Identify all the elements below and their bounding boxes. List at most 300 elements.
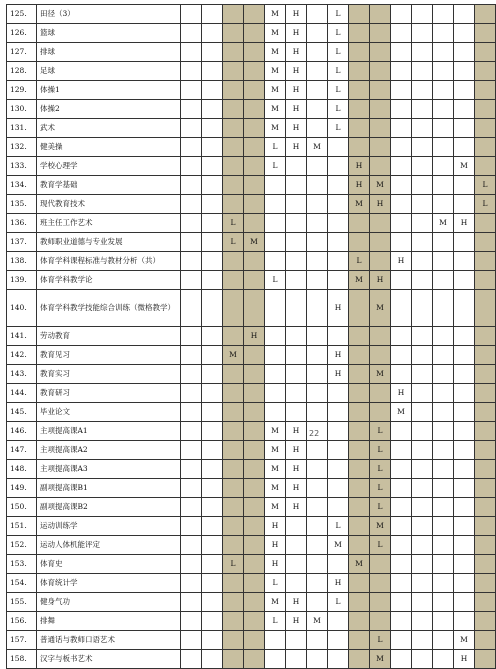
support-level-cell <box>244 593 265 612</box>
support-level-cell <box>307 517 328 536</box>
support-level-cell <box>412 441 433 460</box>
support-level-cell <box>265 214 286 233</box>
support-level-cell <box>349 498 370 517</box>
support-level-cell <box>265 346 286 365</box>
support-level-cell <box>433 574 454 593</box>
support-level-cell <box>181 290 202 327</box>
support-level-cell <box>454 479 475 498</box>
support-level-cell: L <box>265 138 286 157</box>
support-level-cell <box>475 24 496 43</box>
support-level-cell <box>223 574 244 593</box>
support-level-cell <box>223 517 244 536</box>
support-level-cell: M <box>265 498 286 517</box>
support-level-cell <box>286 631 307 650</box>
support-level-cell <box>433 441 454 460</box>
support-level-cell <box>307 593 328 612</box>
support-level-cell <box>202 479 223 498</box>
course-name: 健身气功 <box>37 593 181 612</box>
support-level-cell: M <box>265 5 286 24</box>
support-level-cell <box>202 100 223 119</box>
support-level-cell: M <box>244 233 265 252</box>
support-level-cell <box>454 327 475 346</box>
support-level-cell <box>307 441 328 460</box>
support-level-cell <box>454 346 475 365</box>
support-level-cell <box>202 612 223 631</box>
support-level-cell: M <box>265 81 286 100</box>
support-level-cell <box>244 176 265 195</box>
table-row <box>7 157 496 176</box>
support-level-cell <box>223 195 244 214</box>
support-level-cell <box>223 593 244 612</box>
support-level-cell <box>307 81 328 100</box>
support-level-cell <box>454 517 475 536</box>
support-level-cell: H <box>286 460 307 479</box>
support-level-cell <box>181 460 202 479</box>
support-level-cell <box>223 119 244 138</box>
support-level-cell <box>181 346 202 365</box>
support-level-cell <box>391 214 412 233</box>
support-level-cell <box>328 138 349 157</box>
support-level-cell <box>181 5 202 24</box>
support-level-cell <box>412 157 433 176</box>
support-level-cell <box>349 62 370 81</box>
support-level-cell <box>349 422 370 441</box>
support-level-cell <box>349 536 370 555</box>
support-level-cell <box>370 100 391 119</box>
support-level-cell <box>433 422 454 441</box>
table-row <box>7 327 496 346</box>
support-level-cell <box>412 517 433 536</box>
support-level-cell: H <box>391 252 412 271</box>
support-level-cell <box>475 574 496 593</box>
table-row <box>7 346 496 365</box>
support-level-cell <box>286 195 307 214</box>
support-level-cell <box>370 346 391 365</box>
support-level-cell <box>202 365 223 384</box>
support-level-cell <box>244 346 265 365</box>
row-number: 150. <box>7 498 37 517</box>
support-level-cell <box>475 5 496 24</box>
support-level-cell <box>475 138 496 157</box>
support-level-cell <box>412 612 433 631</box>
support-level-cell: L <box>265 157 286 176</box>
support-level-cell <box>202 138 223 157</box>
support-level-cell: H <box>349 176 370 195</box>
support-level-cell <box>202 498 223 517</box>
support-level-cell <box>454 290 475 327</box>
support-level-cell: M <box>349 271 370 290</box>
support-level-cell <box>202 195 223 214</box>
support-level-cell: L <box>328 43 349 62</box>
support-level-cell <box>181 612 202 631</box>
support-level-cell <box>223 422 244 441</box>
support-level-cell <box>202 327 223 346</box>
support-level-cell <box>223 498 244 517</box>
support-level-cell <box>412 24 433 43</box>
support-level-cell <box>244 384 265 403</box>
support-level-cell <box>391 176 412 195</box>
support-level-cell <box>349 346 370 365</box>
support-level-cell <box>454 460 475 479</box>
support-level-cell <box>286 271 307 290</box>
support-level-cell <box>181 81 202 100</box>
support-level-cell <box>181 176 202 195</box>
support-level-cell <box>223 5 244 24</box>
support-level-cell <box>223 479 244 498</box>
support-level-cell <box>412 384 433 403</box>
support-level-cell: L <box>328 62 349 81</box>
support-level-cell: M <box>223 346 244 365</box>
support-level-cell: M <box>454 157 475 176</box>
support-level-cell <box>391 650 412 669</box>
support-level-cell: H <box>391 384 412 403</box>
support-level-cell <box>202 422 223 441</box>
support-level-cell <box>349 214 370 233</box>
support-level-cell <box>391 195 412 214</box>
support-level-cell <box>433 536 454 555</box>
support-level-cell <box>433 593 454 612</box>
support-level-cell <box>181 593 202 612</box>
support-level-cell <box>181 138 202 157</box>
support-level-cell <box>391 365 412 384</box>
support-level-cell: H <box>286 62 307 81</box>
support-level-cell <box>412 574 433 593</box>
support-level-cell <box>391 24 412 43</box>
course-name: 田径（3） <box>37 5 181 24</box>
support-level-cell <box>391 157 412 176</box>
row-number: 138. <box>7 252 37 271</box>
support-level-cell: H <box>286 24 307 43</box>
support-level-cell <box>475 422 496 441</box>
support-level-cell <box>181 119 202 138</box>
support-level-cell: H <box>454 650 475 669</box>
table-row <box>7 555 496 574</box>
support-level-cell <box>412 252 433 271</box>
row-number: 154. <box>7 574 37 593</box>
support-level-cell <box>328 327 349 346</box>
support-level-cell <box>391 5 412 24</box>
support-level-cell <box>412 650 433 669</box>
support-level-cell <box>349 119 370 138</box>
support-level-cell: H <box>286 593 307 612</box>
support-level-cell <box>454 195 475 214</box>
support-level-cell <box>265 252 286 271</box>
support-level-cell <box>307 327 328 346</box>
support-level-cell <box>307 176 328 195</box>
row-number: 147. <box>7 441 37 460</box>
support-level-cell <box>307 290 328 327</box>
support-level-cell: H <box>286 138 307 157</box>
support-level-cell <box>370 62 391 81</box>
support-level-cell <box>223 384 244 403</box>
course-name: 足球 <box>37 62 181 81</box>
support-level-cell <box>202 214 223 233</box>
support-level-cell <box>454 422 475 441</box>
table-row <box>7 460 496 479</box>
support-level-cell: L <box>328 593 349 612</box>
support-level-cell <box>223 403 244 422</box>
support-level-cell <box>412 5 433 24</box>
support-level-cell: H <box>454 214 475 233</box>
support-level-cell <box>412 327 433 346</box>
support-level-cell <box>454 403 475 422</box>
row-number: 152. <box>7 536 37 555</box>
support-level-cell <box>181 384 202 403</box>
support-level-cell <box>412 195 433 214</box>
support-level-cell <box>475 631 496 650</box>
table-row <box>7 81 496 100</box>
support-level-cell <box>412 233 433 252</box>
support-level-cell <box>433 176 454 195</box>
support-level-cell <box>391 81 412 100</box>
support-level-cell <box>433 119 454 138</box>
support-level-cell <box>349 612 370 631</box>
support-level-cell: H <box>286 81 307 100</box>
support-level-cell: H <box>244 327 265 346</box>
support-level-cell <box>202 119 223 138</box>
row-number: 129. <box>7 81 37 100</box>
support-level-cell <box>286 517 307 536</box>
table-row <box>7 593 496 612</box>
row-number: 128. <box>7 62 37 81</box>
support-level-cell <box>454 100 475 119</box>
support-level-cell: M <box>265 119 286 138</box>
support-level-cell <box>202 290 223 327</box>
row-number: 153. <box>7 555 37 574</box>
support-level-cell <box>307 100 328 119</box>
support-level-cell <box>454 365 475 384</box>
support-level-cell <box>433 631 454 650</box>
table-row <box>7 422 496 441</box>
support-level-cell <box>244 574 265 593</box>
support-level-cell <box>349 460 370 479</box>
course-name: 排舞 <box>37 612 181 631</box>
row-number: 151. <box>7 517 37 536</box>
support-level-cell <box>349 441 370 460</box>
support-level-cell: H <box>328 574 349 593</box>
support-level-cell <box>265 384 286 403</box>
row-number: 127. <box>7 43 37 62</box>
row-number: 158. <box>7 650 37 669</box>
support-level-cell <box>328 650 349 669</box>
row-number: 146. <box>7 422 37 441</box>
matrix-body <box>7 5 496 669</box>
support-level-cell: H <box>286 422 307 441</box>
course-name: 武术 <box>37 119 181 138</box>
support-level-cell <box>181 214 202 233</box>
support-level-cell <box>223 81 244 100</box>
support-level-cell <box>181 100 202 119</box>
support-level-cell <box>412 214 433 233</box>
support-level-cell <box>412 460 433 479</box>
support-level-cell <box>307 157 328 176</box>
support-level-cell <box>412 138 433 157</box>
course-name: 教育实习 <box>37 365 181 384</box>
support-level-cell <box>475 214 496 233</box>
support-level-cell <box>286 536 307 555</box>
support-level-cell <box>244 517 265 536</box>
support-level-cell <box>307 384 328 403</box>
support-level-cell <box>181 24 202 43</box>
support-level-cell <box>475 100 496 119</box>
support-level-cell <box>307 252 328 271</box>
row-number: 143. <box>7 365 37 384</box>
support-level-cell: H <box>370 271 391 290</box>
support-level-cell <box>391 346 412 365</box>
support-level-cell <box>349 631 370 650</box>
support-level-cell <box>181 574 202 593</box>
support-level-cell <box>286 384 307 403</box>
support-level-cell <box>202 593 223 612</box>
support-level-cell <box>244 24 265 43</box>
support-level-cell <box>202 157 223 176</box>
support-level-cell <box>475 460 496 479</box>
support-level-cell: M <box>307 138 328 157</box>
support-level-cell <box>475 498 496 517</box>
support-level-cell <box>202 271 223 290</box>
support-level-cell <box>370 214 391 233</box>
support-level-cell: H <box>286 5 307 24</box>
support-level-cell <box>475 233 496 252</box>
support-level-cell <box>391 536 412 555</box>
row-number: 125. <box>7 5 37 24</box>
support-level-cell: M <box>391 403 412 422</box>
support-level-cell <box>433 517 454 536</box>
support-level-cell <box>307 214 328 233</box>
page-number: 22 <box>309 429 320 438</box>
support-level-cell <box>286 346 307 365</box>
course-name: 教师职业道德与专业发展 <box>37 233 181 252</box>
support-level-cell: M <box>265 24 286 43</box>
table-row <box>7 271 496 290</box>
support-level-cell <box>223 536 244 555</box>
support-level-cell <box>475 252 496 271</box>
course-name: 体操2 <box>37 100 181 119</box>
support-level-cell <box>181 555 202 574</box>
support-level-cell: L <box>328 100 349 119</box>
row-number: 131. <box>7 119 37 138</box>
support-level-cell: M <box>370 517 391 536</box>
row-number: 156. <box>7 612 37 631</box>
support-level-cell <box>370 24 391 43</box>
row-number: 155. <box>7 593 37 612</box>
support-level-cell: L <box>328 119 349 138</box>
support-level-cell <box>328 612 349 631</box>
table-row <box>7 119 496 138</box>
support-level-cell <box>328 498 349 517</box>
support-level-cell <box>391 479 412 498</box>
support-level-cell <box>475 290 496 327</box>
support-level-cell: L <box>370 441 391 460</box>
support-level-cell <box>244 43 265 62</box>
support-level-cell: M <box>370 176 391 195</box>
support-level-cell <box>475 81 496 100</box>
table-row <box>7 403 496 422</box>
support-level-cell <box>202 233 223 252</box>
support-level-cell <box>244 365 265 384</box>
support-level-cell <box>475 403 496 422</box>
support-level-cell <box>328 384 349 403</box>
support-level-cell <box>349 327 370 346</box>
support-level-cell: L <box>328 81 349 100</box>
support-level-cell <box>391 498 412 517</box>
support-level-cell <box>307 195 328 214</box>
support-level-cell: H <box>286 43 307 62</box>
support-level-cell <box>433 479 454 498</box>
support-level-cell <box>454 384 475 403</box>
support-level-cell: H <box>286 119 307 138</box>
support-level-cell <box>244 460 265 479</box>
table-row <box>7 176 496 195</box>
support-level-cell: M <box>307 612 328 631</box>
row-number: 132. <box>7 138 37 157</box>
support-level-cell <box>370 119 391 138</box>
support-level-cell <box>370 555 391 574</box>
support-level-cell <box>286 365 307 384</box>
course-name: 体育史 <box>37 555 181 574</box>
support-level-cell <box>391 327 412 346</box>
course-name: 学校心理学 <box>37 157 181 176</box>
support-level-cell <box>265 176 286 195</box>
table-row <box>7 612 496 631</box>
support-level-cell <box>349 650 370 669</box>
support-level-cell: L <box>370 460 391 479</box>
support-level-cell <box>265 233 286 252</box>
support-level-cell <box>202 43 223 62</box>
support-level-cell <box>370 384 391 403</box>
support-level-cell <box>412 403 433 422</box>
table-row <box>7 498 496 517</box>
support-level-cell <box>391 62 412 81</box>
support-level-cell <box>433 650 454 669</box>
support-level-cell <box>370 327 391 346</box>
support-level-cell <box>307 460 328 479</box>
support-level-cell <box>370 593 391 612</box>
support-level-cell <box>244 650 265 669</box>
support-level-cell <box>328 631 349 650</box>
support-level-cell <box>307 555 328 574</box>
table-row <box>7 290 496 327</box>
support-level-cell <box>202 384 223 403</box>
support-level-cell <box>370 612 391 631</box>
support-level-cell <box>475 479 496 498</box>
support-level-cell <box>286 327 307 346</box>
row-number: 142. <box>7 346 37 365</box>
support-level-cell <box>328 422 349 441</box>
support-level-cell <box>223 327 244 346</box>
support-level-cell <box>433 346 454 365</box>
support-level-cell <box>307 24 328 43</box>
course-name: 排球 <box>37 43 181 62</box>
support-level-cell <box>412 290 433 327</box>
support-level-cell <box>328 403 349 422</box>
support-level-cell: L <box>370 631 391 650</box>
support-level-cell <box>433 384 454 403</box>
support-level-cell <box>433 365 454 384</box>
support-level-cell <box>181 365 202 384</box>
support-level-cell <box>454 498 475 517</box>
support-level-cell <box>349 100 370 119</box>
support-level-cell <box>391 441 412 460</box>
row-number: 145. <box>7 403 37 422</box>
support-level-cell <box>181 536 202 555</box>
support-level-cell: L <box>265 574 286 593</box>
support-level-cell <box>412 100 433 119</box>
support-level-cell <box>454 441 475 460</box>
support-level-cell <box>244 195 265 214</box>
support-level-cell: M <box>265 479 286 498</box>
support-level-cell <box>286 290 307 327</box>
